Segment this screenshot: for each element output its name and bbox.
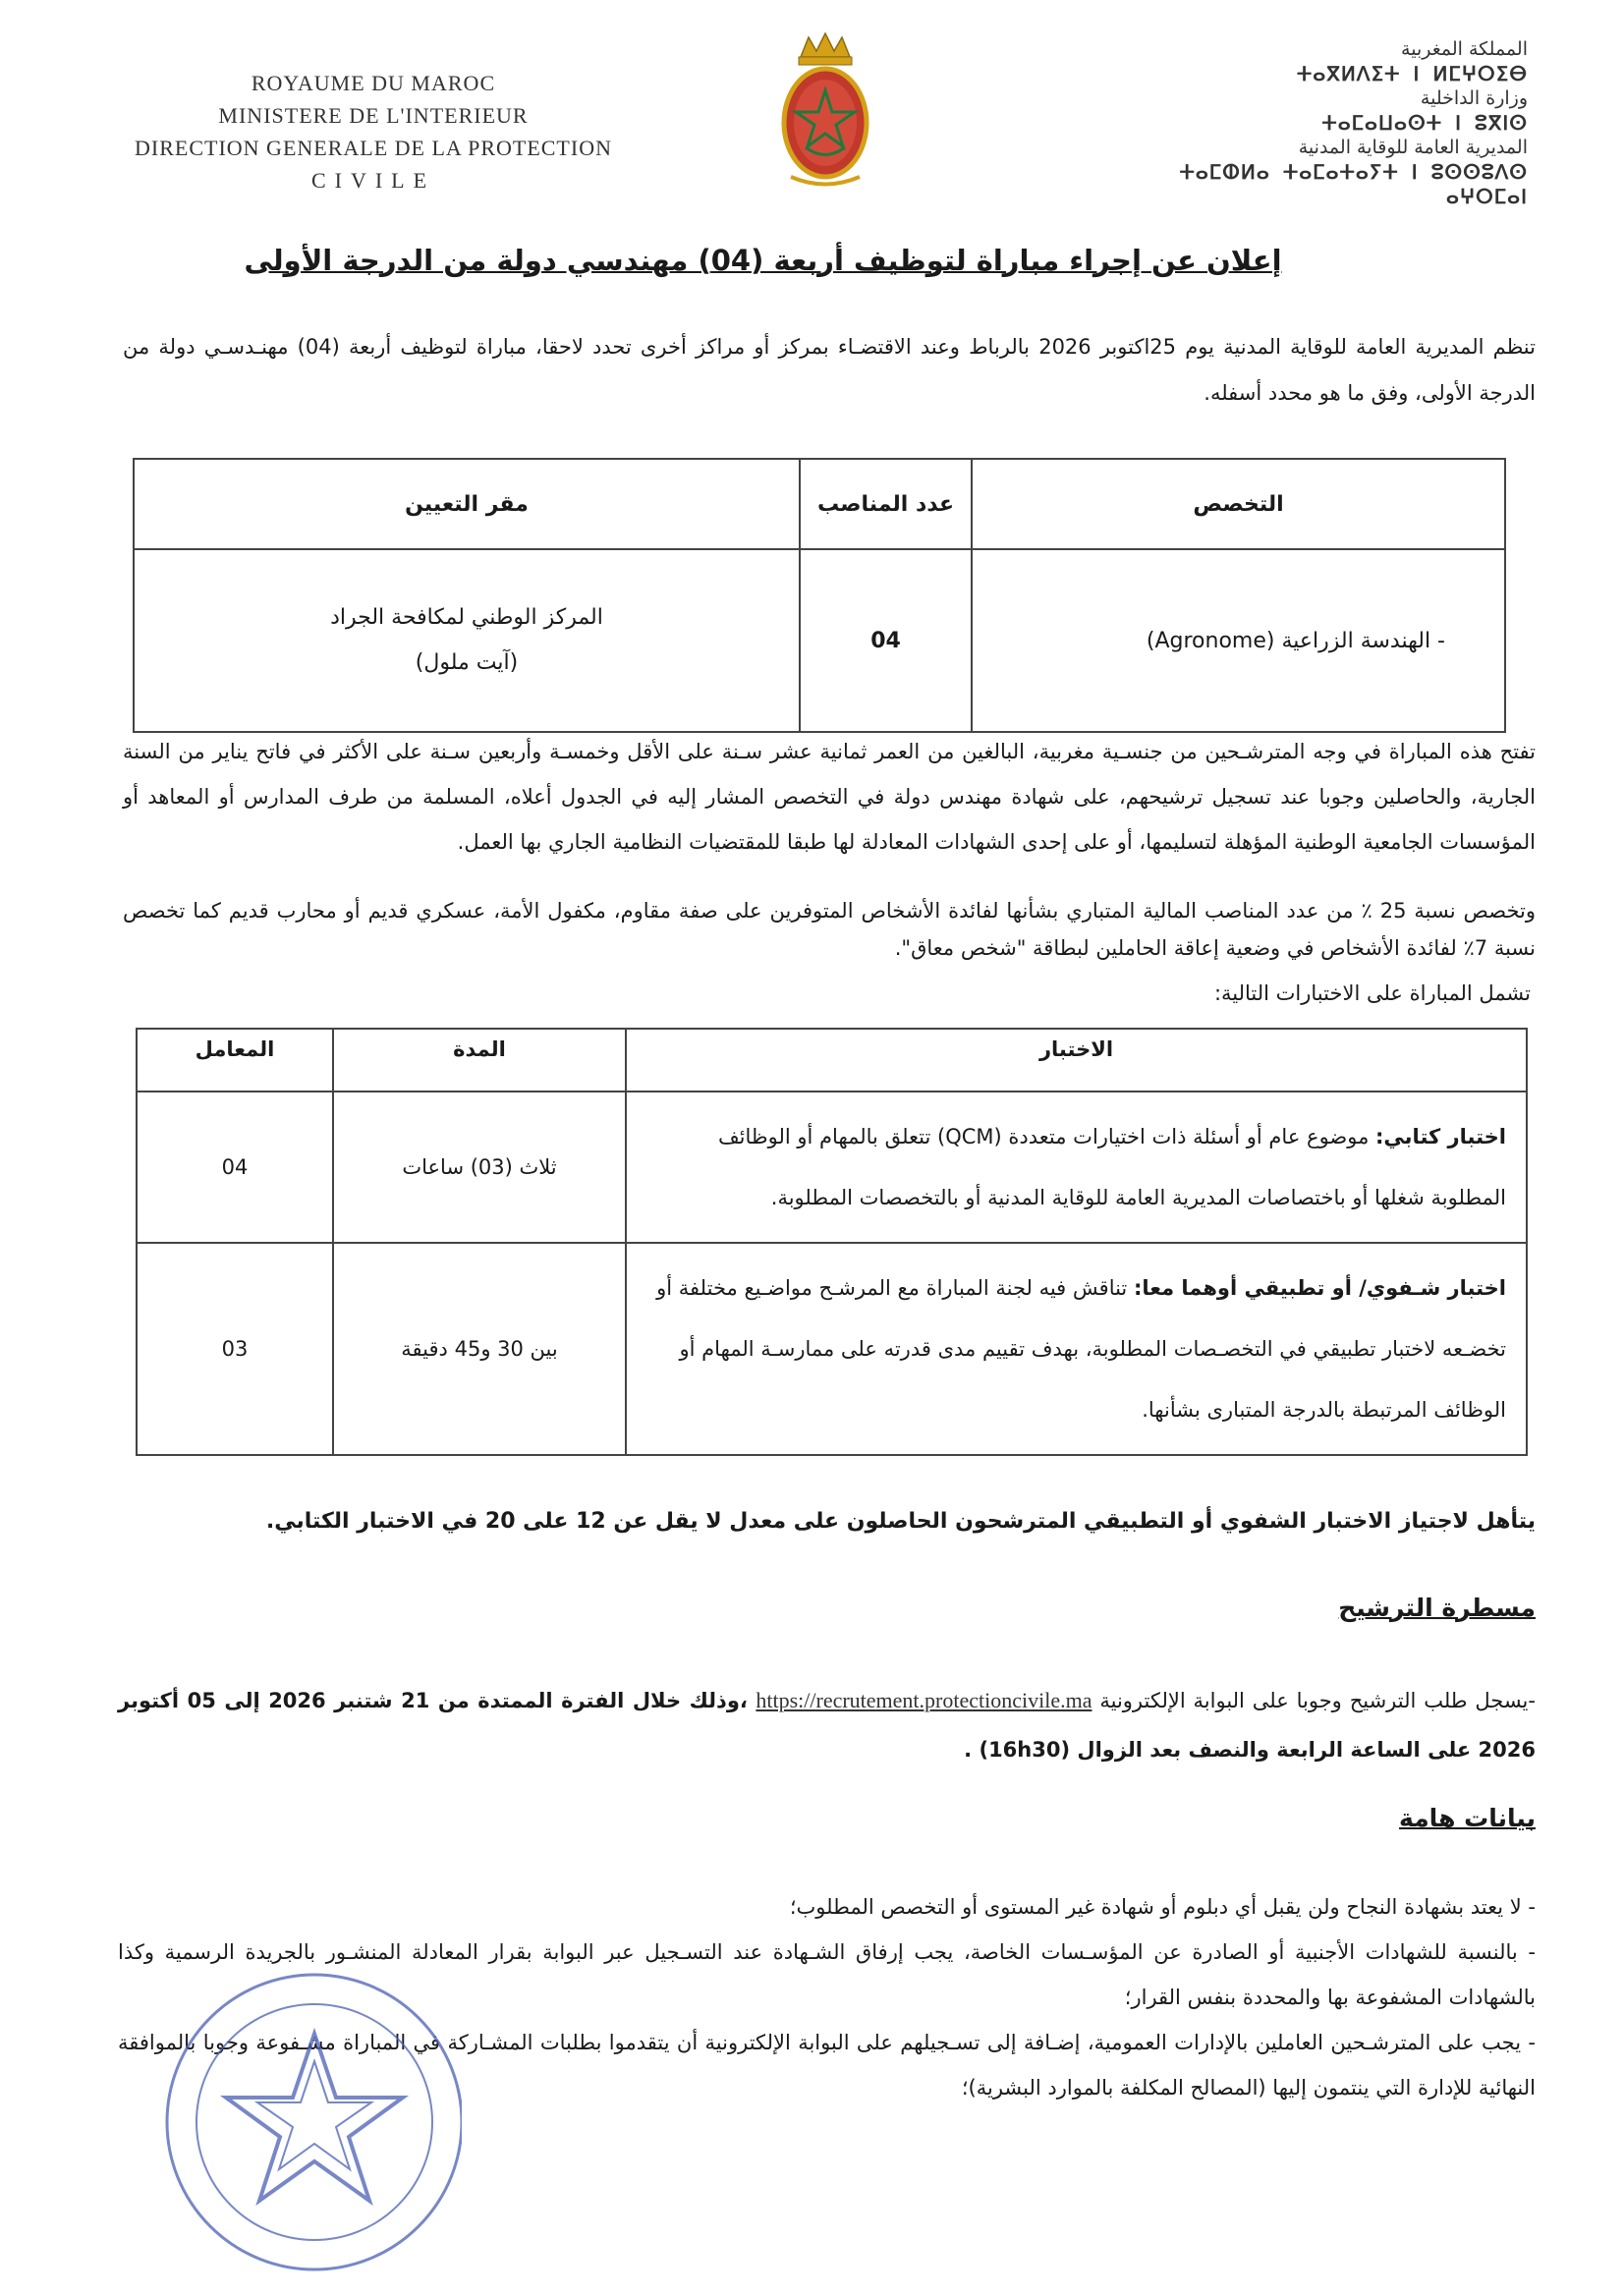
quota-paragraph: وتخصص نسبة 25 ٪ من عدد المناصب المالية المتباري بشأنها لفائدة الأشخاص المتوفرين على صفة مقاوم، مكفول الأمة، عسكري قديم أو محارب قديم كما تخصص نسبة 7٪ لفائدة الأشخاص في وضعية إعاقة الحاملين لبطاقة "شخص معاق". [123,899,1536,960]
table-row [137,1243,1527,1455]
tests-table [136,1028,1528,1456]
location-line2: (آيت ملول) [415,650,519,675]
recruitment-portal-link[interactable]: https://recrutement.protectioncivile.ma [756,1688,1092,1712]
oral-test-text: تناقش فيه لجنة المباراة مع المرشـح مواضـيع مختلفة أو تخضـعه لاختبار تطبيقي في التخصـصات المطلوبة، بهدف تقييم مدى قدرته على ممارسـة المهام أو الوظائف المرتبطة بالدرجة المتبارى بشأنها. [656,1276,1506,1422]
royal-emblem-icon [771,29,879,192]
positions-table [133,458,1506,733]
cell-count: 04 [800,549,972,732]
header-fr-line2: MINISTERE DE L'INTERIEUR [218,103,529,128]
cell-written-test [626,1092,1527,1243]
cell-specialty: - الهندسة الزراعية (Agronome) [972,549,1505,732]
positions-table-header [134,459,1505,549]
list-item: - بالنسبة للشهادات الأجنبية أو الصادرة عن المؤسـسات الخاصة، يجب إرفاق الشـهادة عند التسـجيل عبر البوابة بقرار المعادلة المنشـور بالجريدة الرسمية وكذا بالشهادات المشفوعة بها والمحددة بنفس القرار؛ [118,1940,1536,2009]
cell-oral-duration: بين 30 و45 دقيقة [333,1243,626,1455]
col-count: عدد المناصب [800,459,972,549]
tests-table-header [137,1029,1527,1092]
col-coefficient: المعامل [137,1029,333,1092]
table-row [137,1092,1527,1243]
procedure-text-before: -يسجل طلب الترشيح وجوبا على البوابة الإلكترونية [1092,1689,1536,1712]
list-item: - لا يعتد بشهادة النجاح ولن يقبل أي دبلوم أو شهادة غير المستوى أو التخصص المطلوب؛ [789,1895,1536,1919]
header-tifinagh-line1: ⵜⴰⴳⵍⴷⵉⵜ ⵏ ⵍⵎⵖⵔⵉⴱ [1296,62,1528,85]
header-fr-line1: ROYAUME DU MAROC [251,71,496,95]
notes-heading: بيانات هامة [1399,1804,1536,1832]
tests-intro: تشمل المباراة على الاختبارات التالية: [1213,981,1531,1005]
header-french [79,67,668,196]
procedure-paragraph [118,1676,1536,1774]
header-arabic [1105,37,1528,209]
written-test-text: موضوع عام أو أسئلة ذات اختيارات متعددة (QCM) تتعلق بالمهام أو الوظائف المطلوبة شغلها أو باختصاصات المديرية العامة للوقاية المدنية أو بالتخصصات المطلوبة. [717,1125,1506,1209]
header-tifinagh-line2: ⵜⴰⵎⴰⵡⴰⵙⵜ ⵏ ⵓⴳⵏⵙ [1321,111,1528,135]
header-fr-line3: DIRECTION GENERALE DE LA PROTECTION [135,136,612,160]
cell-written-coef: 04 [137,1092,333,1243]
oral-test-label: اختبار شـفوي/ أو تطبيقي أوهما معا: [1133,1276,1506,1300]
intro-paragraph: تنظم المديرية العامة للوقاية المدنية يوم 25اكتوبر 2026 بالرباط وعند الاقتضـاء بمركز أو مراكز أخرى تحدد لاحقا، مباراة لتوظيف أربعة (04) مهنـدسـي دولة من الدرجة الأولى، وفق ما هو محدد أسفله. [123,335,1536,405]
col-location: مقر التعيين [134,459,800,549]
list-item: - يجب على المترشـحين العاملين بالإدارات العمومية، إضـافة إلى تسـجيلهم على البوابة الإلكترونية أن يتقدموا بطلبات المشـاركة في المباراة مشـفوعة وجوبا بالموافقة النهائية للإدارة التي ينتمون إليها (المصالح المكلفة بالموارد البشرية)؛ [118,2031,1536,2100]
location-line1: المركز الوطني لمكافحة الجراد [330,605,603,630]
cell-written-duration: ثلاث (03) ساعات [333,1092,626,1243]
col-duration: المدة [333,1029,626,1092]
cell-location [134,549,800,732]
col-test: الاختبار [626,1029,1527,1092]
official-stamp-icon [147,1955,462,2279]
header-fr-line4: CIVILE [310,168,436,193]
col-specialty: التخصص [972,459,1505,549]
procedure-heading: مسطرة الترشيح [1338,1594,1536,1622]
header-ar-line1: المملكة المغربية [1401,38,1528,60]
header-ar-line3: المديرية العامة للوقاية المدنية [1298,137,1528,158]
header-tifinagh-line3: ⵜⴰⵎⵀⵍⴰ ⵜⴰⵎⴰⵜⴰⵢⵜ ⵏ ⵓⵙⵙⵓⴷⵙ ⴰⵖⵔⵎⴰⵏ [1179,160,1528,208]
written-test-label: اختبار كتابي: [1375,1125,1506,1148]
header-ar-line2: وزارة الداخلية [1420,87,1528,109]
eligibility-paragraph: تفتح هذه المباراة في وجه المترشـحين من جنسـية مغربية، البالغين من العمر ثمانية عشر سـنة على الأقل وخمسـة وأربعين سـنة على الأكثر في فاتح يناير من السنة الجارية، والحاصلين وجوبا عند تسجيل ترشيحهم، على شهادة مهندس دولة في التخصص المشار إليه في الجدول أعلاه، المسلمة من طرف المدارس أو المعاهد أو المؤسسات الجامعية الوطنية المؤهلة لتسليمها، أو على إحدى الشهادات المعادلة لها طبقا للمقتضيات النظامية الجاري بها العمل. [123,740,1536,854]
announcement-title: إعلان عن إجراء مباراة لتوظيف أربعة (04) مهندسي دولة من الدرجة الأولى [244,244,1282,277]
cell-oral-coef: 03 [137,1243,333,1455]
qualification-note: يتأهل لاجتياز الاختبار الشفوي أو التطبيقي المترشحون الحاصلون على معدل لا يقل عن 12 على 20 في الاختبار الكتابي. [265,1509,1536,1534]
cell-oral-test [626,1243,1527,1455]
procedure-text-after: ،وذلك خلال الفترة الممتدة من 21 شتنبر 2026 إلى 05 أكتوبر 2026 على الساعة الرابعة والنصف بعد الزوال (16h30) . [118,1689,1536,1762]
table-row [134,549,1505,732]
